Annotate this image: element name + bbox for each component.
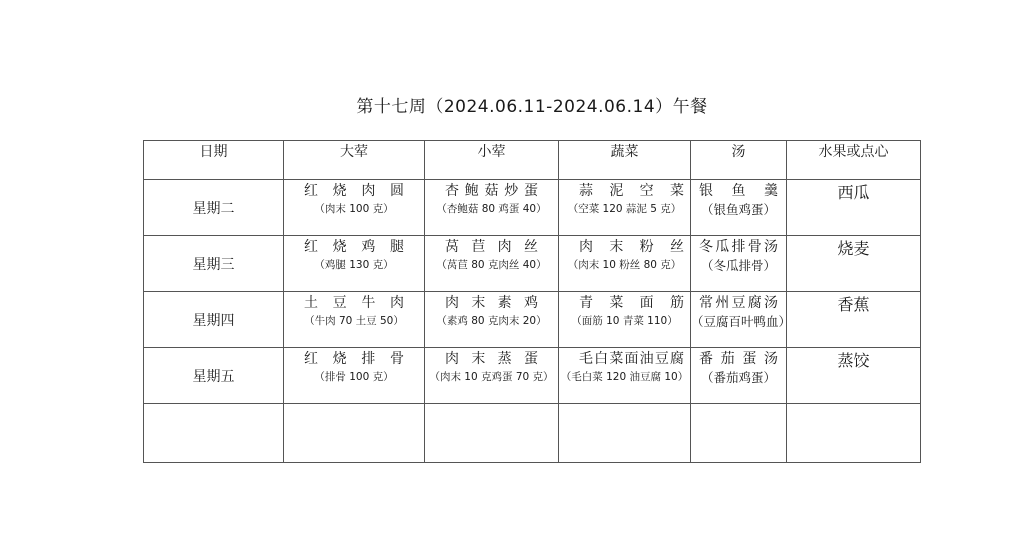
dish-quantity: （冬瓜排骨） (700, 258, 776, 273)
dish-quantity: （面筋 10 青菜 110） (571, 315, 678, 327)
soup-cell (691, 348, 787, 404)
dish-quantity: （杏鲍菇 80 鸡蛋 40） (436, 203, 547, 215)
empty-cell (691, 404, 787, 463)
dish-name: 银鱼羹 (699, 183, 778, 199)
dish-quantity: （肉末 10 克鸡蛋 70 克） (429, 371, 554, 383)
dish-name: 肉末粉丝 (579, 239, 684, 255)
table-row (144, 292, 921, 348)
dish-name: 红烧肉圆 (304, 183, 404, 199)
dish-name: 肉末蒸蛋 (445, 351, 538, 367)
small-meat-cell (425, 180, 559, 236)
soup-cell (691, 180, 787, 236)
dish-quantity: （银鱼鸡蛋） (700, 202, 776, 217)
dish-quantity: （牛肉 70 土豆 50） (304, 315, 404, 327)
page-title: 第十七周（2024.06.11-2024.06.14）午餐 (356, 97, 708, 117)
soup-cell (691, 236, 787, 292)
dish-name: 蒜泥空菜 (579, 183, 684, 199)
dish-name: 红烧鸡腿 (304, 239, 404, 255)
table-row (144, 348, 921, 404)
dish-quantity: （素鸡 80 克肉末 20） (436, 315, 547, 327)
dish-name: 常州豆腐汤 (699, 295, 778, 311)
dish-name: 青菜面筋 (579, 295, 684, 311)
big-meat-cell (284, 180, 425, 236)
empty-row (144, 404, 921, 463)
dish-name: 毛白菜面油豆腐 (579, 351, 684, 367)
dish-name: 土豆牛肉 (304, 295, 404, 311)
empty-cell (144, 404, 284, 463)
dish-quantity: （空菜 120 蒜泥 5 克） (567, 203, 682, 215)
dish-name: 莴苣肉丝 (445, 239, 538, 255)
dish-name: 肉末素鸡 (445, 295, 538, 311)
empty-cell (787, 404, 921, 463)
fruit-cell: 烧麦 (787, 236, 921, 292)
header-soup: 汤 (691, 141, 787, 180)
dish-quantity: （莴苣 80 克肉丝 40） (436, 259, 547, 271)
dish-name: 冬瓜排骨汤 (699, 239, 778, 255)
big-meat-cell (284, 292, 425, 348)
dish-quantity: （鸡腿 130 克） (314, 259, 394, 271)
vegetable-cell (559, 180, 691, 236)
small-meat-cell (425, 236, 559, 292)
big-meat-cell (284, 348, 425, 404)
big-meat-cell (284, 236, 425, 292)
header-fruit-snack: 水果或点心 (787, 141, 921, 180)
dish-name: 红烧排骨 (304, 351, 404, 367)
soup-cell (691, 292, 792, 348)
small-meat-cell (425, 292, 559, 348)
empty-cell (559, 404, 691, 463)
empty-cell (425, 404, 559, 463)
dish-quantity: （毛白菜 120 油豆腐 10） (560, 371, 689, 383)
day-cell: 星期五 (144, 348, 284, 404)
header-vegetable: 蔬菜 (559, 141, 691, 180)
table-row (144, 180, 921, 236)
fruit-cell: 香蕉 (787, 292, 921, 348)
table-row (144, 236, 921, 292)
fruit-cell: 西瓜 (787, 180, 921, 236)
day-cell: 星期三 (144, 236, 284, 292)
empty-cell (284, 404, 425, 463)
table-header-row (144, 141, 921, 180)
dish-quantity: （排骨 100 克） (314, 371, 394, 383)
dish-quantity: （肉末 10 粉丝 80 克） (567, 259, 682, 271)
lunch-menu-table (143, 140, 921, 463)
dish-name: 番茄蛋汤 (699, 351, 778, 367)
dish-quantity: （番茄鸡蛋） (700, 370, 776, 385)
dish-name: 杏鲍菇炒蛋 (445, 183, 538, 199)
vegetable-cell (559, 292, 691, 348)
day-cell: 星期二 (144, 180, 284, 236)
day-cell: 星期四 (144, 292, 284, 348)
header-small-meat: 小荤 (425, 141, 559, 180)
dish-quantity: （肉末 100 克） (314, 203, 394, 215)
small-meat-cell (425, 348, 559, 404)
vegetable-cell (559, 348, 691, 404)
header-big-meat: 大荤 (284, 141, 425, 180)
vegetable-cell (559, 236, 691, 292)
header-date: 日期 (144, 141, 284, 180)
dish-quantity: （豆腐百叶鸭血） (691, 314, 792, 329)
fruit-cell: 蒸饺 (787, 348, 921, 404)
